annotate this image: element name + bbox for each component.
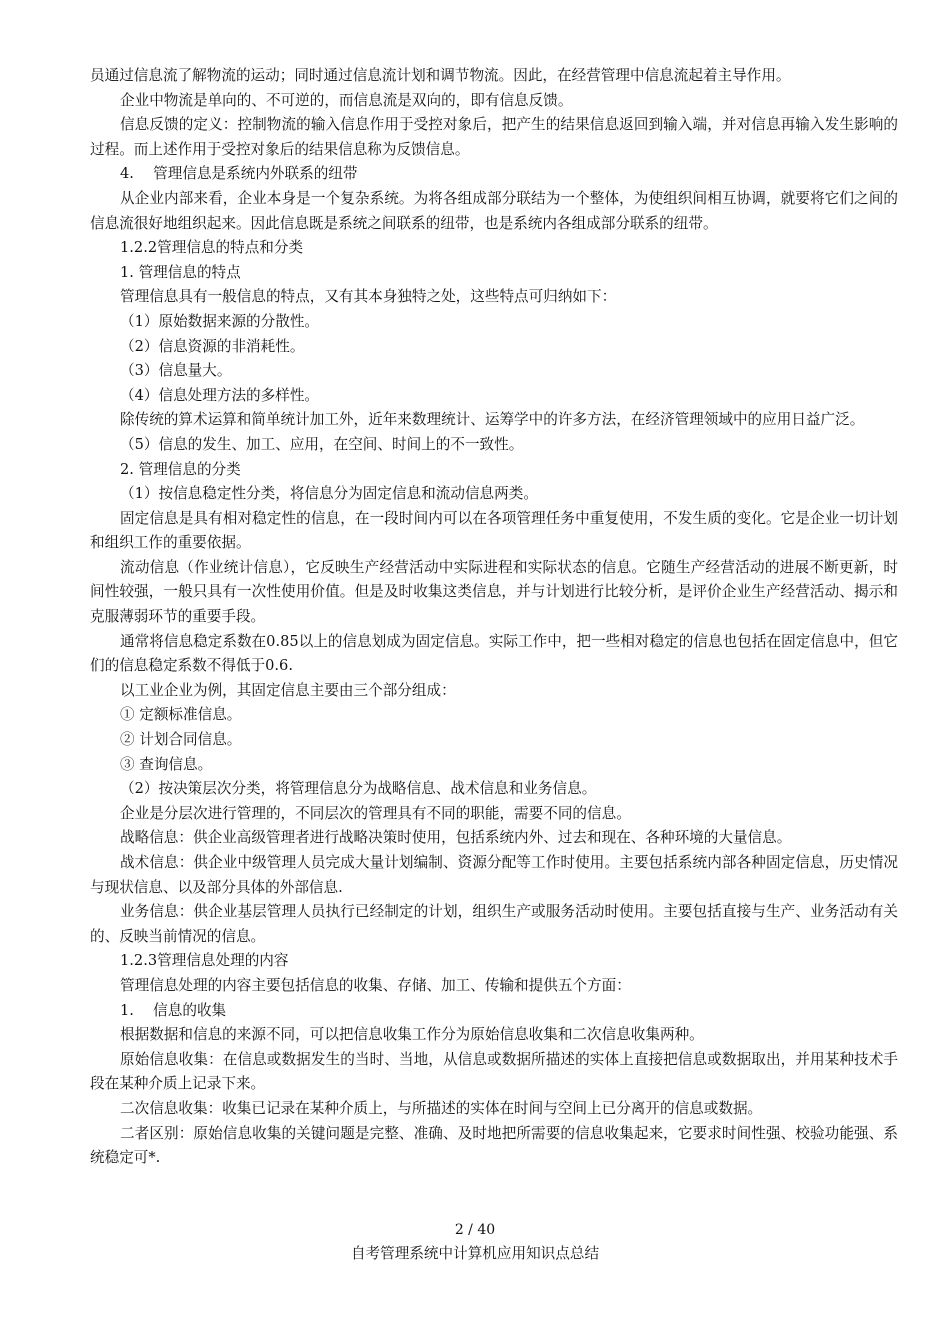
subsection-heading: 1. 信息的收集 — [120, 1001, 227, 1019]
list-item: ③ 查询信息。 — [120, 755, 213, 773]
paragraph: 流动信息（作业统计信息），它反映生产经营活动中实际进程和实际状态的信息。它随生产经营活动的进展不断更新，时间性较强，一般只具有一次性使用价值。但是及时收集这类信息，并与计划进行比较分析，是评价企业生产经营活动、揭示和克服薄弱环节的重要手段。 — [90, 558, 898, 626]
paragraph: 除传统的算术运算和简单统计加工外，近年来数理统计、运筹学中的许多方法，在经济管理领域中的应用日益广泛。 — [120, 411, 865, 429]
paragraph: 根据数据和信息的来源不同，可以把信息收集工作分为原始信息收集和二次信息收集两种。 — [120, 1026, 704, 1044]
list-item: （3）信息量大。 — [120, 362, 232, 380]
section-heading: 4. 管理信息是系统内外联系的纽带 — [120, 165, 358, 183]
subsection-heading: 1. 管理信息的特点 — [120, 263, 241, 281]
paragraph: 从企业内部来看，企业本身是一个复杂系统。为将各组成部分联结为一个整体，为使组织间相互协调，就要将它们之间的信息流很好地组织起来。因此信息既是系统之间联系的纽带，也是系统内各组成部分联系的纽带。 — [90, 189, 898, 232]
list-item: （1）按信息稳定性分类，将信息分为固定信息和流动信息两类。 — [120, 485, 538, 503]
page-number: 2 / 40 — [454, 1222, 496, 1238]
paragraph: 战略信息：供企业高级管理者进行战略决策时使用，包括系统内外、过去和现在、各种环境的大量信息。 — [120, 829, 792, 847]
section-heading: 1.2.3管理信息处理的内容 — [120, 952, 289, 970]
list-item: ① 定额标准信息。 — [120, 706, 242, 724]
paragraph: 管理信息处理的内容主要包括信息的收集、存储、加工、传输和提供五个方面： — [120, 976, 631, 994]
paragraph: 以工业企业为例，其固定信息主要由三个部分组成： — [120, 681, 456, 699]
paragraph: 企业是分层次进行管理的，不同层次的管理具有不同的职能，需要不同的信息。 — [120, 804, 631, 822]
paragraph: 管理信息具有一般信息的特点，又有其本身独特之处，这些特点可归纳如下： — [120, 288, 617, 306]
paragraph: 战术信息：供企业中级管理人员完成大量计划编制、资源分配等工作时使用。主要包括系统内部各种固定信息，历史情况与现状信息、以及部分具体的外部信息. — [90, 854, 898, 896]
list-item: （5）信息的发生、加工、应用，在空间、时间上的不一致性。 — [120, 435, 524, 453]
paragraph: 业务信息：供企业基层管理人员执行已经制定的计划，组织生产或服务活动时使用。主要包括直接与生产、业务活动有关的、反映当前情况的信息。 — [90, 903, 898, 945]
paragraph: 原始信息收集：在信息或数据发生的当时、当地，从信息或数据所描述的实体上直接把信息或数据取出，并用某种技术手段在某种介质上记录下来。 — [90, 1050, 898, 1093]
subsection-heading: 2. 管理信息的分类 — [120, 460, 241, 478]
list-item: （2）信息资源的非消耗性。 — [120, 337, 305, 355]
paragraph: 固定信息是具有相对稳定性的信息，在一段时间内可以在各项管理任务中重复使用，不发生质的变化。它是企业一切计划和组织工作的重要依据。 — [90, 509, 898, 552]
list-item: （1）原始数据来源的分散性。 — [120, 312, 320, 330]
paragraph: 二次信息收集：收集已记录在某种介质上，与所描述的实体在时间与空间上已分离开的信息或数据。 — [120, 1099, 763, 1117]
paragraph: 通常将信息稳定系数在0.85以上的信息划成为固定信息。实际工作中，把一些相对稳定的信息也包括在固定信息中，但它们的信息稳定系数不得低于0.6. — [90, 632, 898, 675]
list-item: （4）信息处理方法的多样性。 — [120, 386, 320, 404]
paragraph: 信息反馈的定义：控制物流的输入信息作用于受控对象后，把产生的结果信息返回到输入端，并对信息再输入发生影响的过程。而上述作用于受控对象后的结果信息称为反馈信息。 — [90, 116, 898, 158]
list-item: ② 计划合同信息。 — [120, 731, 242, 749]
footer-title: 自考管理系统中计算机应用知识点总结 — [350, 1245, 600, 1262]
paragraph: 二者区别：原始信息收集的关键问题是完整、准确、及时地把所需要的信息收集起来，它要求时间性强、校验功能强、系统稳定可*. — [90, 1124, 898, 1167]
list-item: （2）按决策层次分类，将管理信息分为战略信息、战术信息和业务信息。 — [120, 780, 597, 798]
paragraph: 企业中物流是单向的、不可逆的，而信息流是双向的，即有信息反馈。 — [120, 91, 573, 109]
section-heading: 1.2.2管理信息的特点和分类 — [120, 239, 304, 257]
document-body — [90, 64, 898, 1171]
paragraph: 员通过信息流了解物流的运动；同时通过信息流计划和调节物流。因此，在经营管理中信息流起着主导作用。 — [90, 67, 791, 84]
